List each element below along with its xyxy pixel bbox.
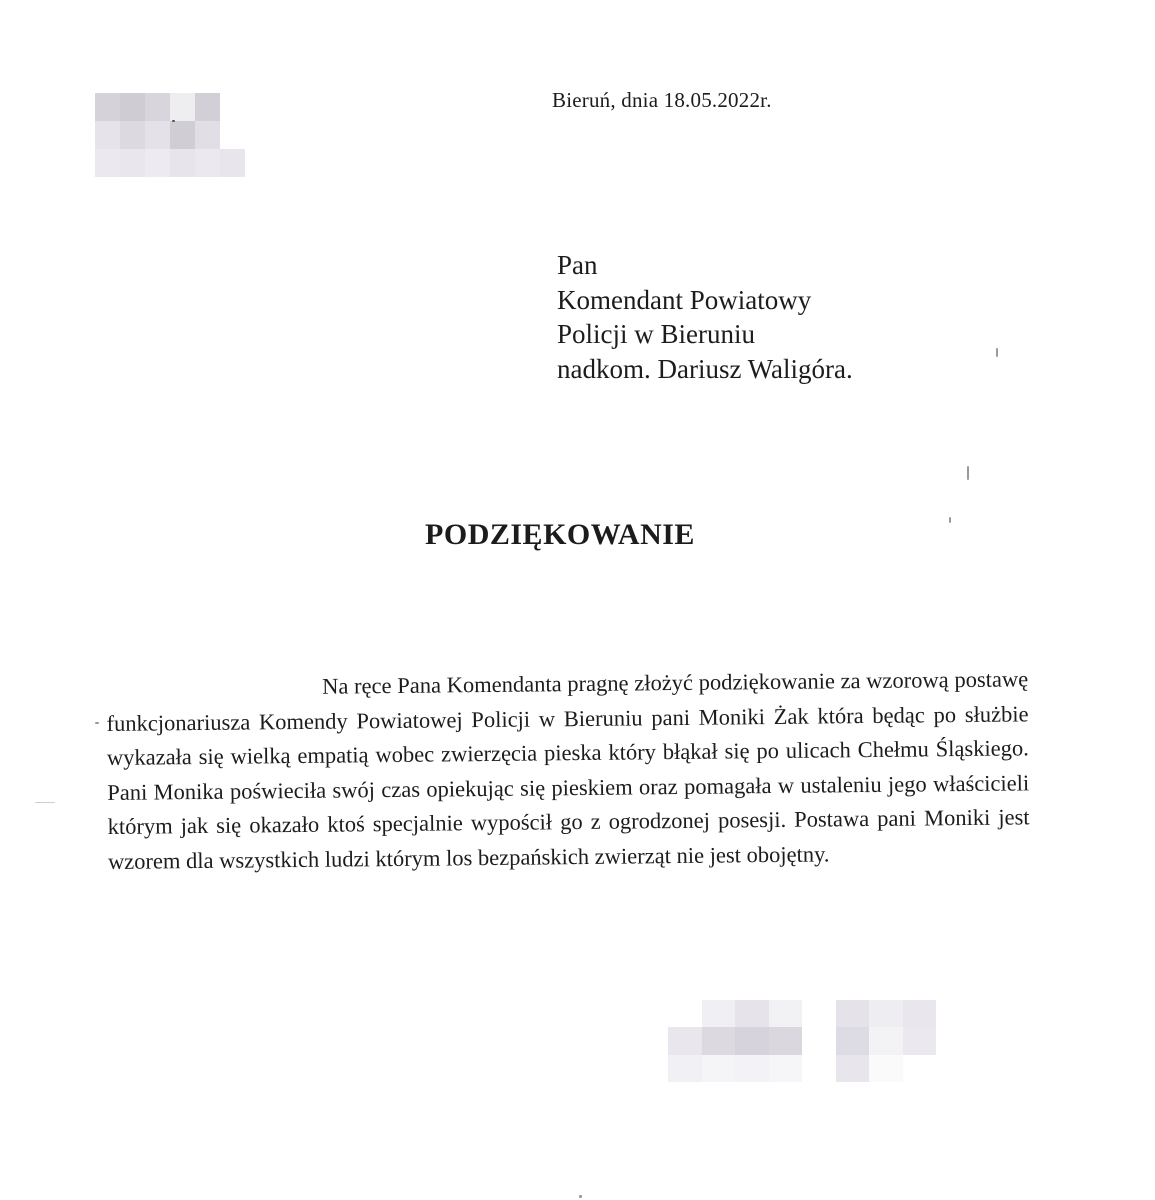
- letter-title: PODZIĘKOWANIE: [425, 518, 695, 551]
- place-and-date: Bieruń, dnia 18.05.2022r.: [552, 88, 772, 112]
- sender-redaction: [95, 93, 245, 177]
- scan-speck: [949, 517, 951, 523]
- signature-redaction: [668, 1000, 936, 1082]
- scan-speck: [35, 802, 55, 803]
- addressee-line: Pan: [557, 250, 598, 280]
- letter-body: Na ręce Pana Komendanta pragnę złożyć podziękowanie za wzorową postawę funkcjonariusza Komendy Powiatowej Policji w Bieruniu pani Moniki Żak która będąc po służbie wykazała się wielką empatią wobec zwierzęcia pieska który błąkał się po ulicach Chełmu Śląskiego. Pani Monika poświeciła swój czas opiekując się pieskiem oraz pomagała w ustaleniu jego właścicieli którym jak się okazało ktoś specjalnie wypościł go z ogrodzonej posesji. Postawa pani Moniki jest wzorem dla wszystkich ludzi którym los bezpańskich zwierząt nie jest obojętny.: [106, 666, 1030, 874]
- addressee-line: nadkom. Dariusz Waligóra.: [557, 353, 853, 384]
- scan-speck: [95, 722, 99, 724]
- addressee-line: Komendant Powiatowy: [557, 284, 812, 315]
- scan-speck: [967, 466, 969, 480]
- addressee-line: Policji w Bieruniu: [557, 319, 755, 349]
- scan-speck: [996, 348, 998, 357]
- scan-speck: [579, 1195, 582, 1198]
- addressee-block: [557, 248, 853, 386]
- scan-speck: [172, 120, 175, 122]
